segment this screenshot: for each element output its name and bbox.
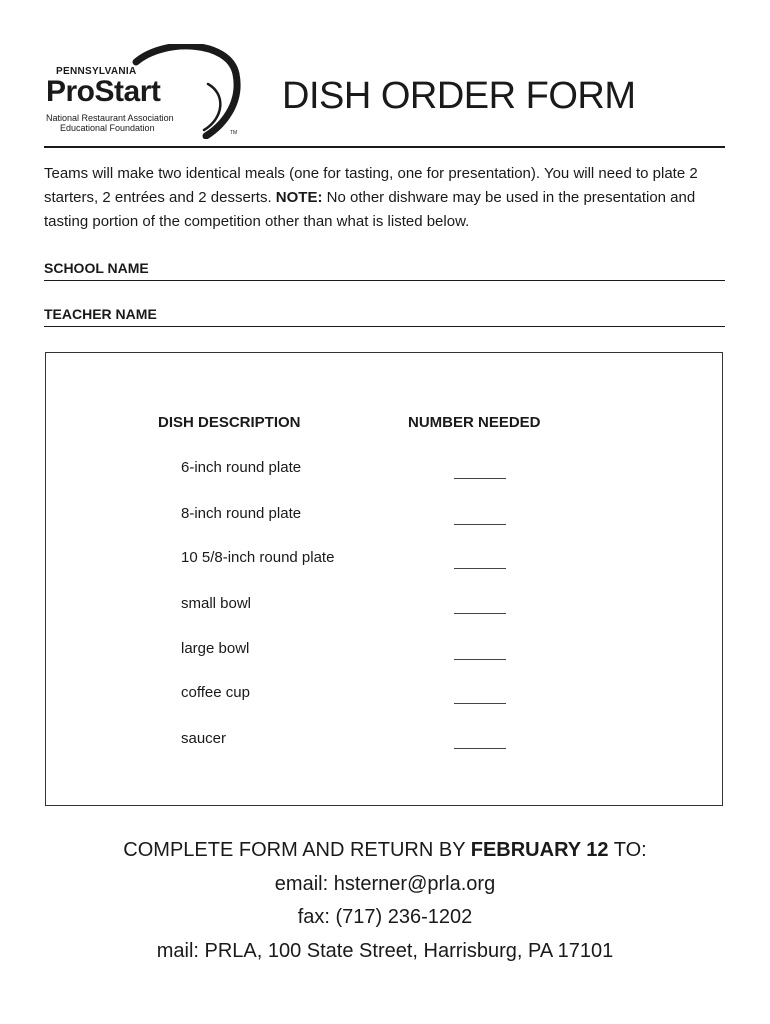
intro-text-2: No other dishware may be used in the presentation and tasting portion of the competition other than what is listed below. bbox=[44, 189, 696, 230]
intro-paragraph bbox=[44, 162, 734, 234]
dish-quantity-blank[interactable] bbox=[454, 612, 506, 614]
dish-row-desc: 8-inch round plate bbox=[181, 505, 302, 522]
dish-quantity-blank[interactable] bbox=[454, 702, 506, 704]
return-instructions bbox=[0, 837, 770, 863]
dish-row-desc: 10 5/8-inch round plate bbox=[181, 549, 335, 566]
logo-brand: ProStart bbox=[46, 75, 161, 108]
logo-state: PENNSYLVANIA bbox=[56, 66, 137, 77]
return-text-b: TO: bbox=[608, 839, 647, 861]
dish-description-header: DISH DESCRIPTION bbox=[158, 414, 301, 431]
prostart-logo bbox=[44, 44, 244, 139]
return-text-a: COMPLETE FORM AND RETURN BY bbox=[123, 839, 471, 861]
return-fax: fax: (717) 236-1202 bbox=[297, 906, 473, 928]
dish-row-desc: coffee cup bbox=[181, 684, 250, 701]
dish-table-box bbox=[45, 352, 723, 806]
logo-org-line1: National Restaurant Association bbox=[46, 113, 174, 123]
number-needed-header: NUMBER NEEDED bbox=[408, 414, 541, 431]
dish-row-desc: 6-inch round plate bbox=[181, 459, 302, 476]
intro-note-label: NOTE: bbox=[275, 189, 323, 206]
dish-row-desc: large bowl bbox=[181, 640, 250, 657]
logo-org-line2: Educational Foundation bbox=[60, 123, 155, 133]
teacher-name-label: TEACHER NAME bbox=[44, 306, 157, 322]
page-title: DISH ORDER FORM bbox=[282, 75, 636, 117]
return-mail: mail: PRLA, 100 State Street, Harrisburg, PA 17101 bbox=[156, 940, 614, 962]
logo-trademark: TM bbox=[230, 130, 238, 136]
dish-row-desc: saucer bbox=[181, 730, 227, 747]
return-email: email: hsterner@prla.org bbox=[274, 873, 496, 895]
header-divider bbox=[44, 146, 725, 148]
dish-row-desc: small bowl bbox=[181, 595, 252, 612]
dish-quantity-blank[interactable] bbox=[454, 747, 506, 749]
intro-text-1: Teams will make two identical meals (one for tasting, one for presentation). You will need to plate 2 starters, 2 entrées and 2 desserts. bbox=[44, 165, 698, 206]
school-name-label: SCHOOL NAME bbox=[44, 260, 149, 276]
dish-quantity-blank[interactable] bbox=[454, 477, 506, 479]
school-name-field[interactable] bbox=[44, 258, 725, 281]
teacher-name-field[interactable] bbox=[44, 304, 725, 327]
dish-quantity-blank[interactable] bbox=[454, 658, 506, 660]
dish-quantity-blank[interactable] bbox=[454, 523, 506, 525]
dish-quantity-blank[interactable] bbox=[454, 567, 506, 569]
return-deadline: FEBRUARY 12 bbox=[470, 839, 609, 861]
